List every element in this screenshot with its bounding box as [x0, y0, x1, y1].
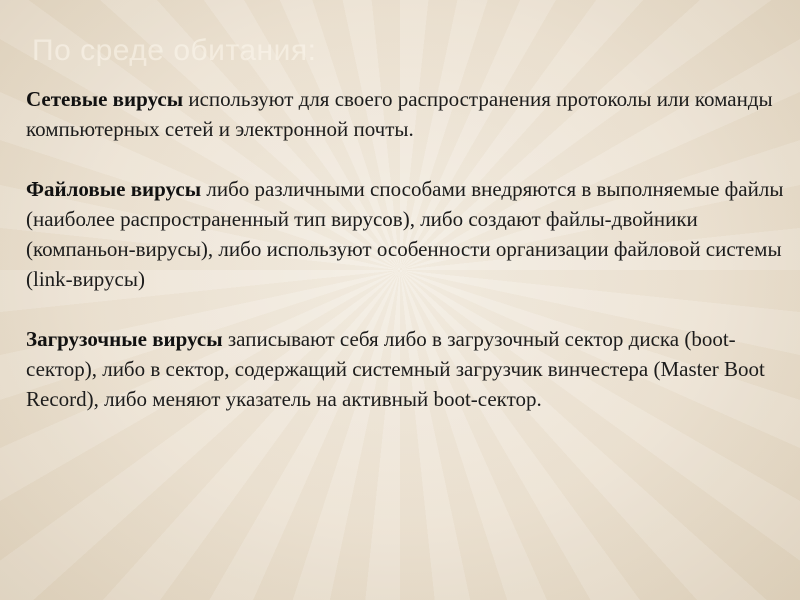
description-boot-viruses: записывают себя либо в загрузочный сектор диска (boot-сектор), либо в сектор, содержащий системный загрузчик винчестера (Master Boot Record), либо меняют указатель на активный boot-сектор. — [26, 327, 765, 411]
slide-title: По среде обитания: — [32, 34, 317, 67]
paragraph-file-viruses — [26, 174, 786, 294]
slide-content — [26, 84, 786, 414]
term-file-viruses: Файловые вирусы — [26, 177, 202, 201]
term-network-viruses: Сетевые вирусы — [26, 87, 184, 111]
paragraph-boot-viruses — [26, 324, 786, 414]
term-boot-viruses: Загрузочные вирусы — [26, 327, 223, 351]
paragraph-network-viruses — [26, 84, 786, 144]
description-network-viruses: используют для своего распространения протоколы или команды компьютерных сетей и электронной почты. — [26, 87, 773, 141]
description-file-viruses: либо различными способами внедряются в выполняемые файлы (наиболее распространенный тип вирусов), либо создают файлы-двойники (компаньон-вирусы), либо используют особенности организации файловой системы (link-вирусы) — [26, 177, 784, 291]
